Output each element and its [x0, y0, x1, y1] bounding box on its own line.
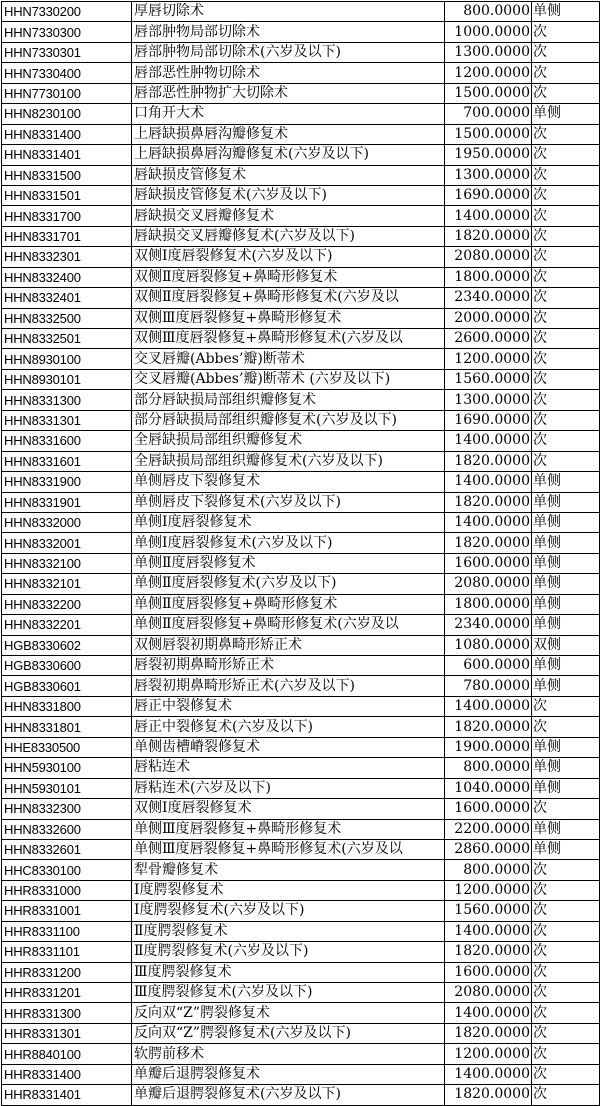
price-cell: 2340.0000 — [445, 288, 532, 308]
table-row — [2, 615, 600, 635]
name-cell: 单侧Ⅱ度唇裂修复+鼻畸形修复术(六岁及以 — [132, 615, 445, 635]
price-cell: 700.0000 — [445, 104, 532, 124]
unit-cell: 单侧 — [532, 492, 600, 512]
name-cell: 交叉唇瓣(Abbes’瓣)断蒂术 (六岁及以下) — [132, 369, 445, 389]
table-row — [2, 1064, 600, 1084]
price-cell: 1000.0000 — [445, 22, 532, 42]
code-cell: HHN8331601 — [2, 451, 132, 471]
price-cell: 1300.0000 — [445, 165, 532, 185]
table-row — [2, 737, 600, 757]
code-cell: HHN8331901 — [2, 492, 132, 512]
name-cell: 单瓣后退腭裂修复术 — [132, 1064, 445, 1084]
name-cell: Ⅱ度腭裂修复术 — [132, 921, 445, 941]
price-cell: 1040.0000 — [445, 778, 532, 798]
name-cell: 反向双“Z”腭裂修复术(六岁及以下) — [132, 1023, 445, 1043]
name-cell: 反向双“Z”腭裂修复术 — [132, 1003, 445, 1023]
table-row — [2, 574, 600, 594]
price-cell: 1820.0000 — [445, 942, 532, 962]
price-cell: 800.0000 — [445, 758, 532, 778]
table-row — [2, 533, 600, 553]
code-cell: HHN8332400 — [2, 267, 132, 287]
unit-cell: 次 — [532, 410, 600, 430]
code-cell: HHN8331800 — [2, 696, 132, 716]
unit-cell: 单侧 — [532, 615, 600, 635]
table-row — [2, 512, 600, 532]
name-cell: Ⅲ度腭裂修复术(六岁及以下) — [132, 983, 445, 1003]
table-row — [2, 635, 600, 655]
table-row — [2, 472, 600, 492]
name-cell: Ⅰ度腭裂修复术 — [132, 880, 445, 900]
table-row — [2, 962, 600, 982]
price-cell: 1800.0000 — [445, 594, 532, 614]
table-row — [2, 42, 600, 62]
price-cell: 1400.0000 — [445, 206, 532, 226]
name-cell: 口角开大术 — [132, 104, 445, 124]
table-row — [2, 696, 600, 716]
table-row — [2, 799, 600, 819]
code-cell: HGB8330602 — [2, 635, 132, 655]
unit-cell: 单侧 — [532, 553, 600, 573]
name-cell: 唇正中裂修复术(六岁及以下) — [132, 717, 445, 737]
name-cell: 唇粘连术(六岁及以下) — [132, 778, 445, 798]
code-cell: HHR8331100 — [2, 921, 132, 941]
price-cell: 1400.0000 — [445, 1064, 532, 1084]
code-cell: HHN5930101 — [2, 778, 132, 798]
name-cell: 唇裂初期鼻畸形矫正术(六岁及以下) — [132, 676, 445, 696]
price-cell: 1600.0000 — [445, 553, 532, 573]
code-cell: HHN8331701 — [2, 226, 132, 246]
unit-cell: 单侧 — [532, 2, 600, 22]
table-row — [2, 451, 600, 471]
name-cell: 部分唇缺损局部组织瓣修复术 — [132, 390, 445, 410]
table-row — [2, 104, 600, 124]
table-row — [2, 2, 600, 22]
code-cell: HHN8332300 — [2, 799, 132, 819]
unit-cell: 次 — [532, 1003, 600, 1023]
unit-cell: 单侧 — [532, 594, 600, 614]
price-cell: 1820.0000 — [445, 1023, 532, 1043]
price-cell: 1200.0000 — [445, 880, 532, 900]
unit-cell: 次 — [532, 349, 600, 369]
table-row — [2, 942, 600, 962]
price-cell: 1500.0000 — [445, 124, 532, 144]
table-row — [2, 369, 600, 389]
unit-cell: 次 — [532, 165, 600, 185]
code-cell: HHN8332101 — [2, 574, 132, 594]
unit-cell: 双侧 — [532, 635, 600, 655]
price-cell: 1400.0000 — [445, 1003, 532, 1023]
code-cell: HHN8930100 — [2, 349, 132, 369]
name-cell: 上唇缺损鼻唇沟瓣修复术 — [132, 124, 445, 144]
table-row — [2, 492, 600, 512]
unit-cell: 次 — [532, 983, 600, 1003]
unit-cell: 次 — [532, 206, 600, 226]
price-cell: 600.0000 — [445, 656, 532, 676]
code-cell: HHN7330400 — [2, 63, 132, 83]
table-row — [2, 329, 600, 349]
code-cell: HHN8332100 — [2, 553, 132, 573]
price-cell: 1900.0000 — [445, 737, 532, 757]
unit-cell: 次 — [532, 22, 600, 42]
unit-cell: 次 — [532, 185, 600, 205]
price-table — [1, 1, 600, 1106]
price-cell: 1800.0000 — [445, 267, 532, 287]
unit-cell: 单侧 — [532, 533, 600, 553]
name-cell: 全唇缺损局部组织瓣修复术 — [132, 431, 445, 451]
table-row — [2, 819, 600, 839]
table-row — [2, 288, 600, 308]
unit-cell: 单侧 — [532, 737, 600, 757]
code-cell: HHC8330100 — [2, 860, 132, 880]
unit-cell: 次 — [532, 247, 600, 267]
name-cell: 单侧Ⅱ度唇裂修复术(六岁及以下) — [132, 574, 445, 594]
table-row — [2, 553, 600, 573]
unit-cell: 次 — [532, 145, 600, 165]
table-row — [2, 1023, 600, 1043]
code-cell: HHN7730100 — [2, 83, 132, 103]
price-cell: 1820.0000 — [445, 533, 532, 553]
name-cell: 双侧Ⅲ度唇裂修复+鼻畸形修复术(六岁及以 — [132, 329, 445, 349]
code-cell: HHN8332301 — [2, 247, 132, 267]
code-cell: HHN8930101 — [2, 369, 132, 389]
table-row — [2, 983, 600, 1003]
code-cell: HHN8332401 — [2, 288, 132, 308]
table-row — [2, 83, 600, 103]
unit-cell: 次 — [532, 799, 600, 819]
table-row — [2, 349, 600, 369]
price-cell: 1950.0000 — [445, 145, 532, 165]
price-cell: 1400.0000 — [445, 921, 532, 941]
unit-cell: 单侧 — [532, 819, 600, 839]
name-cell: 双侧Ⅰ度唇裂修复术(六岁及以下) — [132, 247, 445, 267]
code-cell: HHN7330301 — [2, 42, 132, 62]
unit-cell: 次 — [532, 226, 600, 246]
table-row — [2, 901, 600, 921]
name-cell: 唇部肿物局部切除术(六岁及以下) — [132, 42, 445, 62]
table-row — [2, 778, 600, 798]
name-cell: 上唇缺损鼻唇沟瓣修复术(六岁及以下) — [132, 145, 445, 165]
unit-cell: 次 — [532, 1023, 600, 1043]
code-cell: HHN8331600 — [2, 431, 132, 451]
unit-cell: 单侧 — [532, 758, 600, 778]
price-cell: 1600.0000 — [445, 962, 532, 982]
price-cell: 1200.0000 — [445, 349, 532, 369]
table-row — [2, 145, 600, 165]
name-cell: 单侧Ⅰ度唇裂修复术 — [132, 512, 445, 532]
price-cell: 1600.0000 — [445, 799, 532, 819]
name-cell: 双侧Ⅲ度唇裂修复+鼻畸形修复术 — [132, 308, 445, 328]
name-cell: 交叉唇瓣(Abbes’瓣)断蒂术 — [132, 349, 445, 369]
code-cell: HHN8332200 — [2, 594, 132, 614]
code-cell: HHE8330500 — [2, 737, 132, 757]
unit-cell: 次 — [532, 63, 600, 83]
name-cell: 单侧唇皮下裂修复术 — [132, 472, 445, 492]
code-cell: HHN8332600 — [2, 819, 132, 839]
price-cell: 780.0000 — [445, 676, 532, 696]
name-cell: 软腭前移术 — [132, 1044, 445, 1064]
unit-cell: 次 — [532, 390, 600, 410]
name-cell: 单侧Ⅲ度唇裂修复+鼻畸形修复术 — [132, 819, 445, 839]
name-cell: Ⅱ度腭裂修复术(六岁及以下) — [132, 942, 445, 962]
unit-cell: 次 — [532, 880, 600, 900]
price-cell: 1560.0000 — [445, 369, 532, 389]
table-row — [2, 247, 600, 267]
name-cell: 唇部肿物局部切除术 — [132, 22, 445, 42]
table-row — [2, 717, 600, 737]
price-cell: 1690.0000 — [445, 185, 532, 205]
table-row — [2, 267, 600, 287]
table-row — [2, 124, 600, 144]
code-cell: HHN8331900 — [2, 472, 132, 492]
unit-cell: 次 — [532, 1044, 600, 1064]
name-cell: 唇缺损皮管修复术 — [132, 165, 445, 185]
name-cell: 单侧齿槽嵴裂修复术 — [132, 737, 445, 757]
name-cell: 全唇缺损局部组织瓣修复术(六岁及以下) — [132, 451, 445, 471]
code-cell: HHN8332500 — [2, 308, 132, 328]
table-row — [2, 839, 600, 859]
table-row — [2, 1085, 600, 1105]
code-cell: HHR8331401 — [2, 1085, 132, 1105]
name-cell: 单侧唇皮下裂修复术(六岁及以下) — [132, 492, 445, 512]
price-cell: 1300.0000 — [445, 390, 532, 410]
table-row — [2, 63, 600, 83]
name-cell: 单侧Ⅱ度唇裂修复+鼻畸形修复术 — [132, 594, 445, 614]
unit-cell: 次 — [532, 451, 600, 471]
code-cell: HHR8331000 — [2, 880, 132, 900]
table-row — [2, 431, 600, 451]
name-cell: 单侧Ⅱ度唇裂修复术 — [132, 553, 445, 573]
price-cell: 1690.0000 — [445, 410, 532, 430]
code-cell: HGB8330600 — [2, 656, 132, 676]
code-cell: HHN8331300 — [2, 390, 132, 410]
price-cell: 2600.0000 — [445, 329, 532, 349]
unit-cell: 单侧 — [532, 104, 600, 124]
price-cell: 1200.0000 — [445, 1044, 532, 1064]
price-cell: 1200.0000 — [445, 63, 532, 83]
code-cell: HHN8331501 — [2, 185, 132, 205]
unit-cell: 单侧 — [532, 778, 600, 798]
table-row — [2, 880, 600, 900]
code-cell: HHR8331301 — [2, 1023, 132, 1043]
code-cell: HHN8332501 — [2, 329, 132, 349]
name-cell: 唇粘连术 — [132, 758, 445, 778]
table-row — [2, 410, 600, 430]
code-cell: HHN8332000 — [2, 512, 132, 532]
name-cell: 唇缺损皮管修复术(六岁及以下) — [132, 185, 445, 205]
name-cell: 单侧Ⅲ度唇裂修复+鼻畸形修复术(六岁及以 — [132, 839, 445, 859]
unit-cell: 次 — [532, 696, 600, 716]
code-cell: HHN8331401 — [2, 145, 132, 165]
code-cell: HHN8331801 — [2, 717, 132, 737]
price-cell: 800.0000 — [445, 2, 532, 22]
price-cell: 1400.0000 — [445, 696, 532, 716]
unit-cell: 单侧 — [532, 574, 600, 594]
table-row — [2, 1003, 600, 1023]
price-cell: 1080.0000 — [445, 635, 532, 655]
price-cell: 2080.0000 — [445, 247, 532, 267]
price-cell: 2080.0000 — [445, 574, 532, 594]
code-cell: HHN8331700 — [2, 206, 132, 226]
name-cell: 唇裂初期鼻畸形矫正术 — [132, 656, 445, 676]
code-cell: HHR8331201 — [2, 983, 132, 1003]
unit-cell: 次 — [532, 308, 600, 328]
table-row — [2, 656, 600, 676]
price-cell: 1820.0000 — [445, 226, 532, 246]
code-cell: HHN8332001 — [2, 533, 132, 553]
code-cell: HHN8331400 — [2, 124, 132, 144]
name-cell: 部分唇缺损局部组织瓣修复术(六岁及以下) — [132, 410, 445, 430]
name-cell: 单瓣后退腭裂修复术(六岁及以下) — [132, 1085, 445, 1105]
unit-cell: 次 — [532, 942, 600, 962]
name-cell: 双侧唇裂初期鼻畸形矫正术 — [132, 635, 445, 655]
table-row — [2, 921, 600, 941]
code-cell: HGB8330601 — [2, 676, 132, 696]
price-cell: 1500.0000 — [445, 83, 532, 103]
table-row — [2, 594, 600, 614]
unit-cell: 次 — [532, 124, 600, 144]
name-cell: 唇缺损交叉唇瓣修复术 — [132, 206, 445, 226]
unit-cell: 次 — [532, 431, 600, 451]
name-cell: 单侧Ⅰ度唇裂修复术(六岁及以下) — [132, 533, 445, 553]
price-cell: 1820.0000 — [445, 492, 532, 512]
unit-cell: 次 — [532, 369, 600, 389]
code-cell: HHR8331400 — [2, 1064, 132, 1084]
table-row — [2, 308, 600, 328]
price-cell: 1400.0000 — [445, 431, 532, 451]
name-cell: 唇部恶性肿物切除术 — [132, 63, 445, 83]
table-row — [2, 165, 600, 185]
name-cell: Ⅰ度腭裂修复术(六岁及以下) — [132, 901, 445, 921]
unit-cell: 次 — [532, 42, 600, 62]
price-cell: 1820.0000 — [445, 451, 532, 471]
name-cell: 犁骨瓣修复术 — [132, 860, 445, 880]
code-cell: HHR8331300 — [2, 1003, 132, 1023]
table-row — [2, 860, 600, 880]
unit-cell: 次 — [532, 901, 600, 921]
unit-cell: 次 — [532, 83, 600, 103]
name-cell: 厚唇切除术 — [132, 2, 445, 22]
code-cell: HHN8230100 — [2, 104, 132, 124]
name-cell: 唇部恶性肿物扩大切除术 — [132, 83, 445, 103]
code-cell: HHR8331001 — [2, 901, 132, 921]
price-cell: 2200.0000 — [445, 819, 532, 839]
price-cell: 1300.0000 — [445, 42, 532, 62]
name-cell: 双侧Ⅱ度唇裂修复+鼻畸形修复术 — [132, 267, 445, 287]
price-cell: 1820.0000 — [445, 1085, 532, 1105]
unit-cell: 单侧 — [532, 676, 600, 696]
price-cell: 2080.0000 — [445, 983, 532, 1003]
code-cell: HHN8331500 — [2, 165, 132, 185]
price-cell: 1560.0000 — [445, 901, 532, 921]
price-cell: 800.0000 — [445, 860, 532, 880]
price-cell: 1400.0000 — [445, 472, 532, 492]
table-row — [2, 390, 600, 410]
code-cell: HHR8331101 — [2, 942, 132, 962]
price-table-body — [2, 2, 600, 1106]
unit-cell: 次 — [532, 288, 600, 308]
table-row — [2, 185, 600, 205]
table-row — [2, 22, 600, 42]
unit-cell: 次 — [532, 329, 600, 349]
unit-cell: 单侧 — [532, 512, 600, 532]
unit-cell: 次 — [532, 267, 600, 287]
price-cell: 2340.0000 — [445, 615, 532, 635]
name-cell: Ⅲ度腭裂修复术 — [132, 962, 445, 982]
unit-cell: 单侧 — [532, 472, 600, 492]
name-cell: 双侧Ⅰ度唇裂修复术 — [132, 799, 445, 819]
unit-cell: 次 — [532, 921, 600, 941]
unit-cell: 次 — [532, 1064, 600, 1084]
table-row — [2, 676, 600, 696]
unit-cell: 单侧 — [532, 656, 600, 676]
name-cell: 唇正中裂修复术 — [132, 696, 445, 716]
price-cell: 1400.0000 — [445, 512, 532, 532]
table-row — [2, 206, 600, 226]
code-cell: HHN7330200 — [2, 2, 132, 22]
table-row — [2, 1044, 600, 1064]
table-row — [2, 226, 600, 246]
price-cell: 1820.0000 — [445, 717, 532, 737]
price-cell: 2000.0000 — [445, 308, 532, 328]
price-cell: 2860.0000 — [445, 839, 532, 859]
unit-cell: 次 — [532, 962, 600, 982]
unit-cell: 次 — [532, 860, 600, 880]
code-cell: HHN5930100 — [2, 758, 132, 778]
unit-cell: 单侧 — [532, 839, 600, 859]
code-cell: HHN7330300 — [2, 22, 132, 42]
code-cell: HHN8331301 — [2, 410, 132, 430]
code-cell: HHN8332601 — [2, 839, 132, 859]
unit-cell: 次 — [532, 1085, 600, 1105]
name-cell: 唇缺损交叉唇瓣修复术(六岁及以下) — [132, 226, 445, 246]
code-cell: HHR8840100 — [2, 1044, 132, 1064]
name-cell: 双侧Ⅱ度唇裂修复+鼻畸形修复术(六岁及以 — [132, 288, 445, 308]
code-cell: HHN8332201 — [2, 615, 132, 635]
table-row — [2, 758, 600, 778]
unit-cell: 次 — [532, 717, 600, 737]
code-cell: HHR8331200 — [2, 962, 132, 982]
